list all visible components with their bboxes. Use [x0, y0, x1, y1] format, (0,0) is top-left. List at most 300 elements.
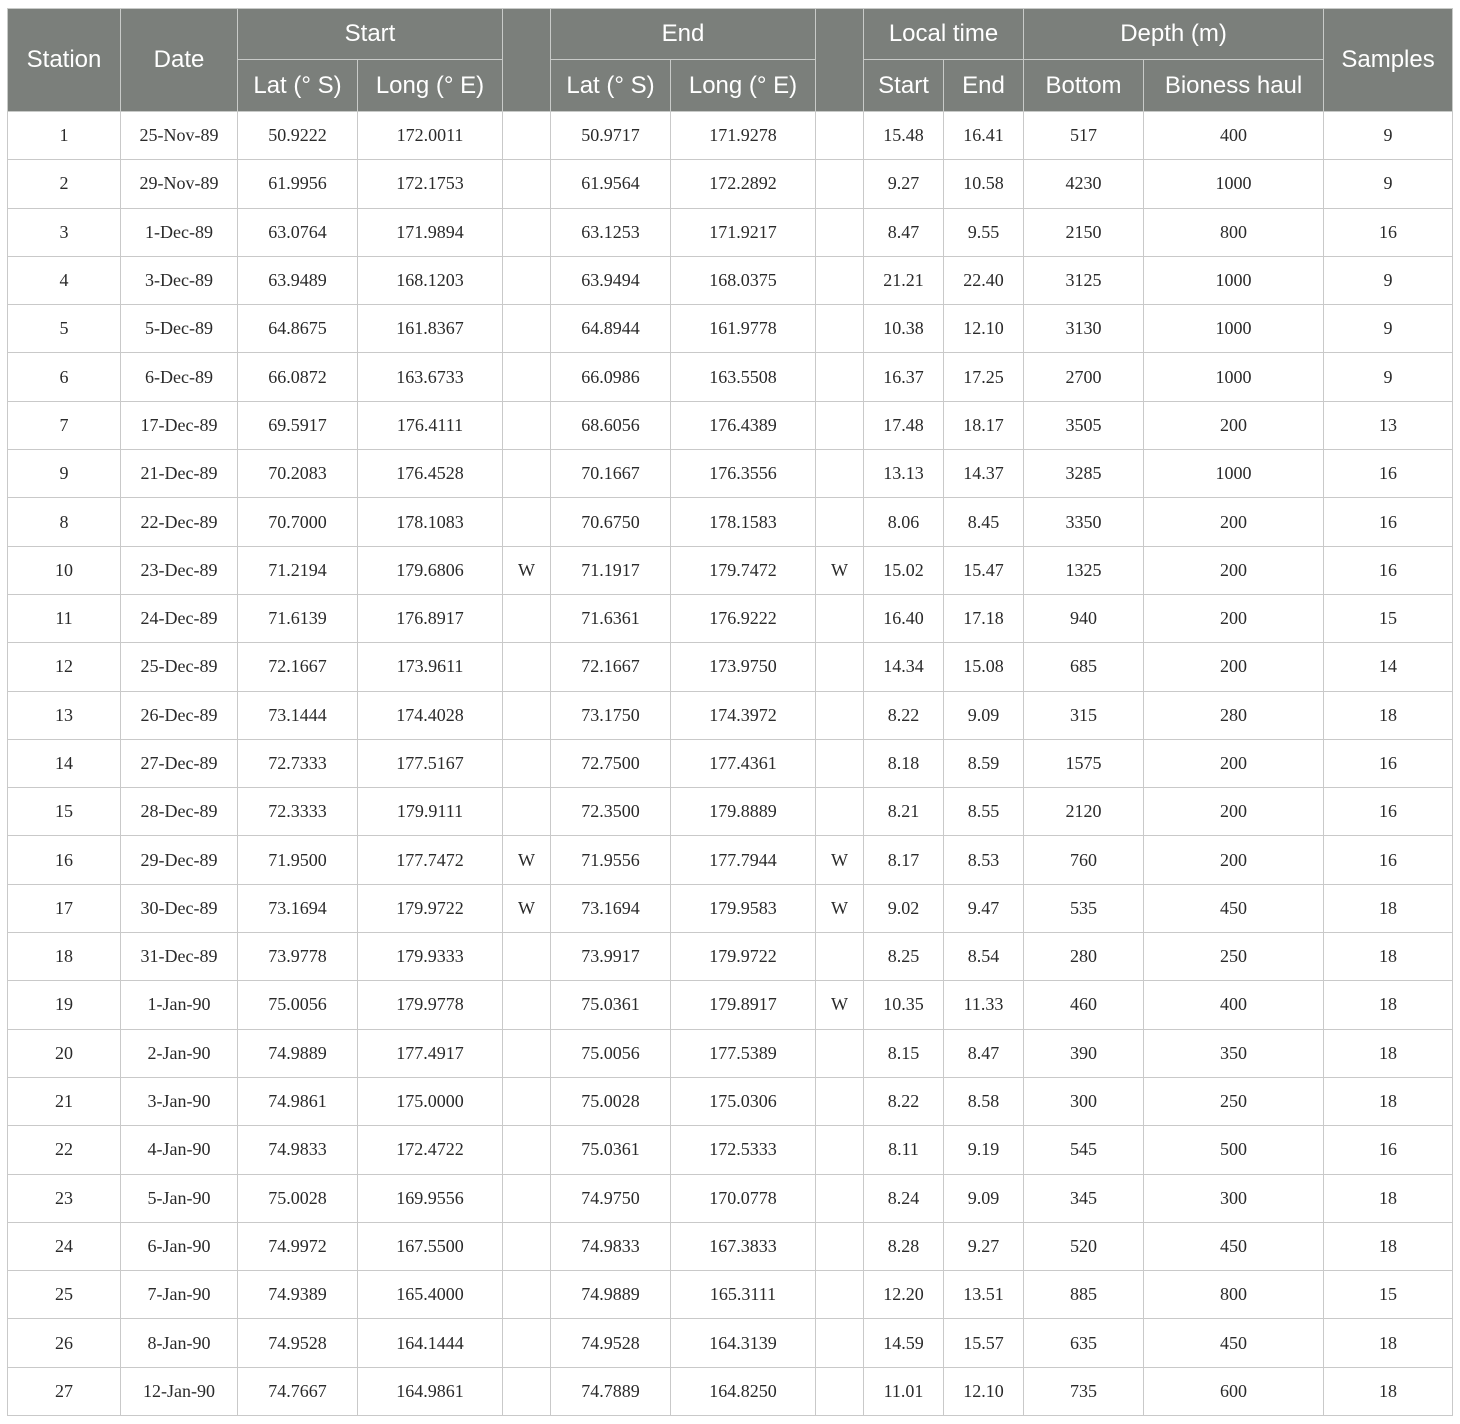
- start-lat-cell: 72.1667: [238, 643, 358, 691]
- bioness-depth-cell: 800: [1144, 1271, 1324, 1319]
- station-cell: 22: [8, 1126, 121, 1174]
- end-flag-cell: [816, 401, 864, 449]
- end-lat-cell: 73.9917: [551, 933, 671, 981]
- table-row: [8, 160, 1453, 208]
- start-long-cell: 172.0011: [358, 112, 503, 160]
- time-start-cell: 8.22: [864, 691, 944, 739]
- end-lat-cell: 50.9717: [551, 112, 671, 160]
- bioness-depth-cell: 200: [1144, 594, 1324, 642]
- station-cell: 24: [8, 1222, 121, 1270]
- end-flag-cell: W: [816, 884, 864, 932]
- start-long-cell: 179.9111: [358, 788, 503, 836]
- end-long-cell: 161.9778: [671, 305, 816, 353]
- bioness-depth-cell: 450: [1144, 884, 1324, 932]
- samples-cell: 18: [1324, 981, 1453, 1029]
- date-cell: 1-Jan-90: [121, 981, 238, 1029]
- table-row: [8, 739, 1453, 787]
- time-end-cell: 8.45: [944, 498, 1024, 546]
- end-lat-cell: 74.9750: [551, 1174, 671, 1222]
- start-long-cell: 164.9861: [358, 1367, 503, 1415]
- start-lat-cell: 50.9222: [238, 112, 358, 160]
- end-flag-cell: [816, 1029, 864, 1077]
- table-row: [8, 498, 1453, 546]
- samples-cell: 9: [1324, 112, 1453, 160]
- end-lat-cell: 74.9833: [551, 1222, 671, 1270]
- time-end-cell: 22.40: [944, 256, 1024, 304]
- bioness-depth-cell: 250: [1144, 933, 1324, 981]
- end-long-cell: 176.3556: [671, 450, 816, 498]
- header-local-time: Local time: [864, 9, 1024, 60]
- depth-bottom-cell: 635: [1024, 1319, 1144, 1367]
- end-long-cell: 165.3111: [671, 1271, 816, 1319]
- depth-bottom-cell: 460: [1024, 981, 1144, 1029]
- station-cell: 7: [8, 401, 121, 449]
- start-long-cell: 178.1083: [358, 498, 503, 546]
- start-lat-cell: 74.9389: [238, 1271, 358, 1319]
- time-start-cell: 8.47: [864, 208, 944, 256]
- bioness-depth-cell: 200: [1144, 836, 1324, 884]
- date-cell: 21-Dec-89: [121, 450, 238, 498]
- end-flag-cell: [816, 208, 864, 256]
- start-flag-cell: [503, 1319, 551, 1367]
- end-flag-cell: [816, 1222, 864, 1270]
- table-row: [8, 981, 1453, 1029]
- time-end-cell: 13.51: [944, 1271, 1024, 1319]
- start-flag-cell: [503, 450, 551, 498]
- date-cell: 3-Jan-90: [121, 1077, 238, 1125]
- start-flag-cell: [503, 933, 551, 981]
- time-end-cell: 9.19: [944, 1126, 1024, 1174]
- samples-cell: 9: [1324, 160, 1453, 208]
- end-long-cell: 178.1583: [671, 498, 816, 546]
- date-cell: 5-Jan-90: [121, 1174, 238, 1222]
- time-end-cell: 9.27: [944, 1222, 1024, 1270]
- start-lat-cell: 73.1694: [238, 884, 358, 932]
- date-cell: 2-Jan-90: [121, 1029, 238, 1077]
- bioness-depth-cell: 280: [1144, 691, 1324, 739]
- end-lat-cell: 61.9564: [551, 160, 671, 208]
- station-cell: 17: [8, 884, 121, 932]
- date-cell: 25-Dec-89: [121, 643, 238, 691]
- depth-bottom-cell: 390: [1024, 1029, 1144, 1077]
- samples-cell: 18: [1324, 1222, 1453, 1270]
- bioness-depth-cell: 450: [1144, 1222, 1324, 1270]
- start-long-cell: 164.1444: [358, 1319, 503, 1367]
- bioness-depth-cell: 1000: [1144, 160, 1324, 208]
- samples-cell: 15: [1324, 1271, 1453, 1319]
- date-cell: 31-Dec-89: [121, 933, 238, 981]
- time-end-cell: 8.54: [944, 933, 1024, 981]
- station-cell: 19: [8, 981, 121, 1029]
- bioness-depth-cell: 800: [1144, 208, 1324, 256]
- bioness-depth-cell: 200: [1144, 643, 1324, 691]
- end-lat-cell: 71.9556: [551, 836, 671, 884]
- station-cell: 3: [8, 208, 121, 256]
- depth-bottom-cell: 940: [1024, 594, 1144, 642]
- end-long-cell: 179.8917: [671, 981, 816, 1029]
- station-cell: 18: [8, 933, 121, 981]
- end-flag-cell: [816, 1077, 864, 1125]
- date-cell: 4-Jan-90: [121, 1126, 238, 1174]
- start-flag-cell: [503, 1174, 551, 1222]
- end-flag-cell: [816, 450, 864, 498]
- time-end-cell: 17.25: [944, 353, 1024, 401]
- end-long-cell: 176.4389: [671, 401, 816, 449]
- start-lat-cell: 69.5917: [238, 401, 358, 449]
- bioness-depth-cell: 200: [1144, 739, 1324, 787]
- start-flag-cell: [503, 256, 551, 304]
- time-start-cell: 14.34: [864, 643, 944, 691]
- end-lat-cell: 75.0056: [551, 1029, 671, 1077]
- time-end-cell: 15.47: [944, 546, 1024, 594]
- depth-bottom-cell: 1575: [1024, 739, 1144, 787]
- time-start-cell: 12.20: [864, 1271, 944, 1319]
- station-cell: 4: [8, 256, 121, 304]
- start-lat-cell: 63.0764: [238, 208, 358, 256]
- time-start-cell: 8.28: [864, 1222, 944, 1270]
- end-long-cell: 179.7472: [671, 546, 816, 594]
- table-row: [8, 1319, 1453, 1367]
- time-end-cell: 8.58: [944, 1077, 1024, 1125]
- header-station: Station: [8, 9, 121, 112]
- table-row: [8, 305, 1453, 353]
- time-end-cell: 9.47: [944, 884, 1024, 932]
- time-end-cell: 15.57: [944, 1319, 1024, 1367]
- time-end-cell: 11.33: [944, 981, 1024, 1029]
- time-start-cell: 8.24: [864, 1174, 944, 1222]
- time-start-cell: 9.27: [864, 160, 944, 208]
- station-cell: 1: [8, 112, 121, 160]
- station-cell: 23: [8, 1174, 121, 1222]
- end-long-cell: 179.9722: [671, 933, 816, 981]
- end-long-cell: 167.3833: [671, 1222, 816, 1270]
- end-lat-cell: 72.1667: [551, 643, 671, 691]
- end-long-cell: 174.3972: [671, 691, 816, 739]
- depth-bottom-cell: 1325: [1024, 546, 1144, 594]
- end-flag-cell: [816, 1174, 864, 1222]
- depth-bottom-cell: 517: [1024, 112, 1144, 160]
- start-flag-cell: [503, 1077, 551, 1125]
- end-long-cell: 179.8889: [671, 788, 816, 836]
- start-long-cell: 179.9722: [358, 884, 503, 932]
- start-flag-cell: [503, 1271, 551, 1319]
- station-cell: 13: [8, 691, 121, 739]
- start-lat-cell: 71.6139: [238, 594, 358, 642]
- table-body: [8, 112, 1453, 1416]
- end-lat-cell: 72.7500: [551, 739, 671, 787]
- samples-cell: 16: [1324, 208, 1453, 256]
- end-lat-cell: 66.0986: [551, 353, 671, 401]
- samples-cell: 18: [1324, 1367, 1453, 1415]
- end-flag-cell: [816, 933, 864, 981]
- table-row: [8, 1077, 1453, 1125]
- end-long-cell: 179.9583: [671, 884, 816, 932]
- time-end-cell: 9.55: [944, 208, 1024, 256]
- end-lat-cell: 70.6750: [551, 498, 671, 546]
- date-cell: 24-Dec-89: [121, 594, 238, 642]
- time-end-cell: 12.10: [944, 1367, 1024, 1415]
- start-long-cell: 179.9778: [358, 981, 503, 1029]
- samples-cell: 16: [1324, 788, 1453, 836]
- start-flag-cell: [503, 1029, 551, 1077]
- bioness-depth-cell: 200: [1144, 498, 1324, 546]
- table-row: [8, 1174, 1453, 1222]
- table-row: [8, 546, 1453, 594]
- station-cell: 5: [8, 305, 121, 353]
- start-flag-cell: [503, 112, 551, 160]
- end-long-cell: 173.9750: [671, 643, 816, 691]
- table-row: [8, 1367, 1453, 1415]
- bioness-depth-cell: 600: [1144, 1367, 1324, 1415]
- time-start-cell: 10.35: [864, 981, 944, 1029]
- time-end-cell: 9.09: [944, 1174, 1024, 1222]
- depth-bottom-cell: 345: [1024, 1174, 1144, 1222]
- header-start: Start: [238, 9, 503, 60]
- table-row: [8, 836, 1453, 884]
- header-end: End: [551, 9, 816, 60]
- start-flag-cell: W: [503, 836, 551, 884]
- end-flag-cell: [816, 1367, 864, 1415]
- end-lat-cell: 64.8944: [551, 305, 671, 353]
- bioness-depth-cell: 1000: [1144, 450, 1324, 498]
- depth-bottom-cell: 4230: [1024, 160, 1144, 208]
- date-cell: 7-Jan-90: [121, 1271, 238, 1319]
- date-cell: 3-Dec-89: [121, 256, 238, 304]
- date-cell: 12-Jan-90: [121, 1367, 238, 1415]
- table-row: [8, 594, 1453, 642]
- start-lat-cell: 74.9972: [238, 1222, 358, 1270]
- station-cell: 14: [8, 739, 121, 787]
- samples-cell: 16: [1324, 450, 1453, 498]
- start-flag-cell: [503, 353, 551, 401]
- start-long-cell: 173.9611: [358, 643, 503, 691]
- table-header: [8, 9, 1453, 112]
- date-cell: 22-Dec-89: [121, 498, 238, 546]
- start-flag-cell: [503, 1367, 551, 1415]
- depth-bottom-cell: 315: [1024, 691, 1144, 739]
- depth-bottom-cell: 685: [1024, 643, 1144, 691]
- depth-bottom-cell: 2120: [1024, 788, 1144, 836]
- header-end-long: Long (° E): [671, 60, 816, 112]
- station-table-container: [7, 8, 1453, 1416]
- station-cell: 11: [8, 594, 121, 642]
- start-flag-cell: W: [503, 546, 551, 594]
- station-cell: 9: [8, 450, 121, 498]
- time-end-cell: 17.18: [944, 594, 1024, 642]
- table-row: [8, 208, 1453, 256]
- bioness-depth-cell: 350: [1144, 1029, 1324, 1077]
- start-flag-cell: [503, 788, 551, 836]
- end-long-cell: 168.0375: [671, 256, 816, 304]
- start-flag-cell: [503, 1222, 551, 1270]
- start-lat-cell: 72.3333: [238, 788, 358, 836]
- date-cell: 25-Nov-89: [121, 112, 238, 160]
- table-row: [8, 450, 1453, 498]
- bioness-depth-cell: 1000: [1144, 305, 1324, 353]
- samples-cell: 18: [1324, 933, 1453, 981]
- end-lat-cell: 75.0028: [551, 1077, 671, 1125]
- start-lat-cell: 72.7333: [238, 739, 358, 787]
- samples-cell: 18: [1324, 1174, 1453, 1222]
- time-end-cell: 12.10: [944, 305, 1024, 353]
- end-long-cell: 175.0306: [671, 1077, 816, 1125]
- start-flag-cell: [503, 1126, 551, 1174]
- station-cell: 10: [8, 546, 121, 594]
- date-cell: 29-Dec-89: [121, 836, 238, 884]
- samples-cell: 16: [1324, 546, 1453, 594]
- samples-cell: 9: [1324, 353, 1453, 401]
- time-start-cell: 11.01: [864, 1367, 944, 1415]
- time-start-cell: 8.21: [864, 788, 944, 836]
- end-long-cell: 164.8250: [671, 1367, 816, 1415]
- end-long-cell: 177.7944: [671, 836, 816, 884]
- samples-cell: 16: [1324, 498, 1453, 546]
- date-cell: 17-Dec-89: [121, 401, 238, 449]
- header-time-end: End: [944, 60, 1024, 112]
- station-cell: 15: [8, 788, 121, 836]
- start-flag-cell: [503, 401, 551, 449]
- start-lat-cell: 75.0056: [238, 981, 358, 1029]
- station-cell: 2: [8, 160, 121, 208]
- end-flag-cell: W: [816, 546, 864, 594]
- start-lat-cell: 70.2083: [238, 450, 358, 498]
- time-end-cell: 14.37: [944, 450, 1024, 498]
- end-long-cell: 171.9217: [671, 208, 816, 256]
- end-lat-cell: 75.0361: [551, 981, 671, 1029]
- time-start-cell: 8.18: [864, 739, 944, 787]
- station-cell: 25: [8, 1271, 121, 1319]
- start-flag-cell: [503, 498, 551, 546]
- end-long-cell: 163.5508: [671, 353, 816, 401]
- time-start-cell: 17.48: [864, 401, 944, 449]
- start-lat-cell: 61.9956: [238, 160, 358, 208]
- end-flag-cell: W: [816, 836, 864, 884]
- samples-cell: 9: [1324, 305, 1453, 353]
- header-depth: Depth (m): [1024, 9, 1324, 60]
- end-flag-cell: [816, 160, 864, 208]
- start-long-cell: 179.9333: [358, 933, 503, 981]
- start-lat-cell: 66.0872: [238, 353, 358, 401]
- time-start-cell: 9.02: [864, 884, 944, 932]
- station-cell: 21: [8, 1077, 121, 1125]
- start-lat-cell: 71.9500: [238, 836, 358, 884]
- samples-cell: 14: [1324, 643, 1453, 691]
- end-flag-cell: [816, 594, 864, 642]
- end-lat-cell: 71.6361: [551, 594, 671, 642]
- time-start-cell: 10.38: [864, 305, 944, 353]
- date-cell: 8-Jan-90: [121, 1319, 238, 1367]
- time-start-cell: 15.02: [864, 546, 944, 594]
- time-start-cell: 13.13: [864, 450, 944, 498]
- bioness-depth-cell: 1000: [1144, 353, 1324, 401]
- samples-cell: 18: [1324, 1319, 1453, 1367]
- start-long-cell: 169.9556: [358, 1174, 503, 1222]
- end-lat-cell: 75.0361: [551, 1126, 671, 1174]
- start-lat-cell: 73.1444: [238, 691, 358, 739]
- table-row: [8, 643, 1453, 691]
- start-long-cell: 177.7472: [358, 836, 503, 884]
- station-table: [7, 8, 1453, 1416]
- station-cell: 26: [8, 1319, 121, 1367]
- end-lat-cell: 72.3500: [551, 788, 671, 836]
- end-long-cell: 177.4361: [671, 739, 816, 787]
- samples-cell: 18: [1324, 1077, 1453, 1125]
- depth-bottom-cell: 2700: [1024, 353, 1144, 401]
- date-cell: 5-Dec-89: [121, 305, 238, 353]
- time-start-cell: 8.25: [864, 933, 944, 981]
- time-end-cell: 8.55: [944, 788, 1024, 836]
- header-end-lat: Lat (° S): [551, 60, 671, 112]
- end-lat-cell: 70.1667: [551, 450, 671, 498]
- start-lat-cell: 64.8675: [238, 305, 358, 353]
- bioness-depth-cell: 400: [1144, 981, 1324, 1029]
- samples-cell: 13: [1324, 401, 1453, 449]
- bioness-depth-cell: 300: [1144, 1174, 1324, 1222]
- depth-bottom-cell: 300: [1024, 1077, 1144, 1125]
- start-long-cell: 174.4028: [358, 691, 503, 739]
- date-cell: 26-Dec-89: [121, 691, 238, 739]
- time-end-cell: 18.17: [944, 401, 1024, 449]
- end-flag-cell: [816, 643, 864, 691]
- header-start-lat: Lat (° S): [238, 60, 358, 112]
- time-start-cell: 21.21: [864, 256, 944, 304]
- end-lat-cell: 63.1253: [551, 208, 671, 256]
- date-cell: 29-Nov-89: [121, 160, 238, 208]
- samples-cell: 16: [1324, 1126, 1453, 1174]
- start-flag-cell: W: [503, 884, 551, 932]
- depth-bottom-cell: 760: [1024, 836, 1144, 884]
- depth-bottom-cell: 3130: [1024, 305, 1144, 353]
- end-long-cell: 172.5333: [671, 1126, 816, 1174]
- header-depth-bioness: Bioness haul: [1144, 60, 1324, 112]
- bioness-depth-cell: 200: [1144, 788, 1324, 836]
- date-cell: 6-Dec-89: [121, 353, 238, 401]
- depth-bottom-cell: 280: [1024, 933, 1144, 981]
- start-flag-cell: [503, 305, 551, 353]
- start-flag-cell: [503, 981, 551, 1029]
- end-lat-cell: 74.7889: [551, 1367, 671, 1415]
- samples-cell: 16: [1324, 836, 1453, 884]
- header-time-start: Start: [864, 60, 944, 112]
- header-date: Date: [121, 9, 238, 112]
- start-long-cell: 171.9894: [358, 208, 503, 256]
- end-lat-cell: 63.9494: [551, 256, 671, 304]
- date-cell: 30-Dec-89: [121, 884, 238, 932]
- start-lat-cell: 74.9861: [238, 1077, 358, 1125]
- table-row: [8, 933, 1453, 981]
- time-end-cell: 8.47: [944, 1029, 1024, 1077]
- depth-bottom-cell: 735: [1024, 1367, 1144, 1415]
- depth-bottom-cell: 2150: [1024, 208, 1144, 256]
- end-flag-cell: [816, 353, 864, 401]
- end-flag-cell: [816, 739, 864, 787]
- table-row: [8, 1222, 1453, 1270]
- end-flag-cell: [816, 691, 864, 739]
- start-flag-cell: [503, 594, 551, 642]
- header-start-long: Long (° E): [358, 60, 503, 112]
- station-cell: 6: [8, 353, 121, 401]
- table-row: [8, 1271, 1453, 1319]
- table-row: [8, 691, 1453, 739]
- start-long-cell: 172.4722: [358, 1126, 503, 1174]
- end-lat-cell: 73.1694: [551, 884, 671, 932]
- start-flag-cell: [503, 160, 551, 208]
- table-row: [8, 256, 1453, 304]
- table-row: [8, 1029, 1453, 1077]
- start-lat-cell: 74.9833: [238, 1126, 358, 1174]
- start-long-cell: 177.5167: [358, 739, 503, 787]
- end-flag-cell: [816, 1319, 864, 1367]
